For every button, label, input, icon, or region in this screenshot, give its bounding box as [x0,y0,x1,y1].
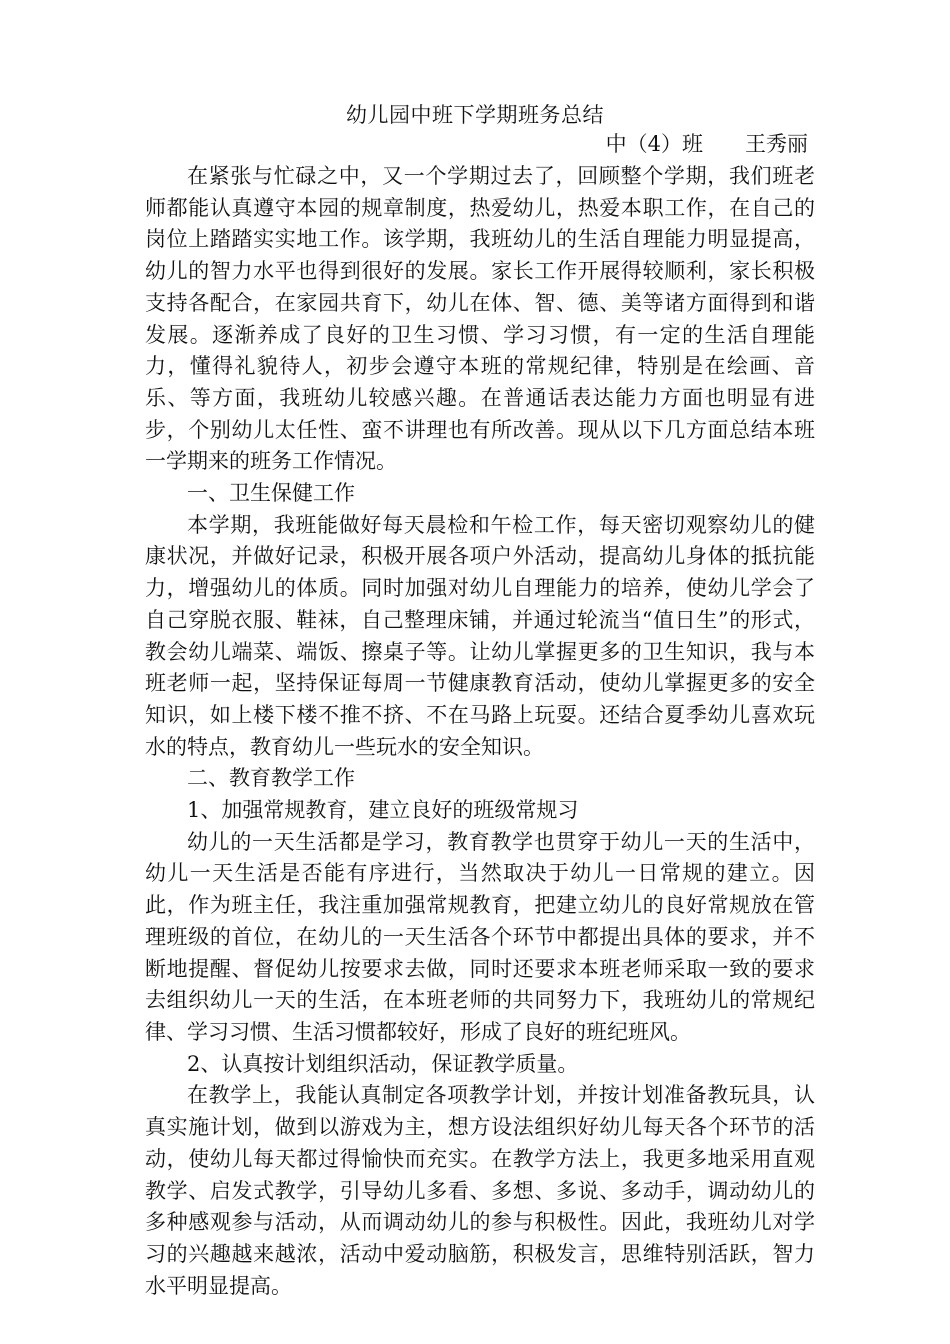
planning-paragraph: 在教学上，我能认真制定各项教学计划，并按计划准备教玩具，认真实施计划，做到以游戏为主，想方设法组织好幼儿每天各个环节的活动，使幼儿每天都过得愉快而充实。在教学方法上，我更多地采用直观教学、启发式教学，引导幼儿多看、多想、多说、多动手，调动幼儿的多种感观参与活动，从而调动幼儿的参与积极性。因此，我班幼儿对学习的兴趣越来越浓，活动中爱动脑筋，积极发言，思维特别活跃，智力水平明显提高。 [145,1083,815,1298]
intro-paragraph: 在紧张与忙碌之中，又一个学期过去了，回顾整个学期，我们班老师都能认真遵守本园的规章制度，热爱幼儿，热爱本职工作，在自己的岗位上踏踏实实地工作。该学期，我班幼儿的生活自理能力明显提高，幼儿的智力水平也得到很好的发展。家长工作开展得较顺利，家长积极支持各配合，在家园共育下，幼儿在体、智、德、美等诸方面得到和谐发展。逐渐养成了良好的卫生习惯、学习习惯，有一定的生活自理能力，懂得礼貌待人，初步会遵守本班的常规纪律，特别是在绘画、音乐、等方面，我班幼儿较感兴趣。在普通话表达能力方面也明显有进步，个别幼儿太任性、蛮不讲理也有所改善。现从以下几方面总结本班一学期来的班务工作情况。 [145,164,815,474]
section-heading-teaching: 二、教育教学工作 [187,766,355,791]
section-heading-hygiene: 一、卫生保健工作 [187,481,355,506]
routine-paragraph: 幼儿的一天生活都是学习，教育教学也贯穿于幼儿一天的生活中，幼儿一天生活是否能有序进行，当然取决于幼儿一日常规的建立。因此，作为班主任，我注重加强常规教育，把建立幼儿的良好常规放在管理班级的首位，在幼儿的一天生活各个环节中都提出具体的要求，并不断地提醒、督促幼儿按要求去做，同时还要求本班老师采取一致的要求去组织幼儿一天的生活，在本班老师的共同努力下，我班幼儿的常规纪律、学习习惯、生活习惯都较好，形成了良好的班纪班风。 [145,829,815,1044]
document-body [145,161,815,1302]
hygiene-paragraph: 本学期，我班能做好每天晨检和午检工作，每天密切观察幼儿的健康状况，并做好记录，积极开展各项户外活动，提高幼儿身体的抵抗能力，增强幼儿的体质。同时加强对幼儿自理能力的培养，使幼儿学会了自己穿脱衣服、鞋袜，自己整理床铺，并通过轮流当“值日生”的形式，教会幼儿端菜、端饭、擦桌子等。让幼儿掌握更多的卫生知识，我与本班老师一起，坚持保证每周一节健康教育活动，使幼儿掌握更多的安全知识，如上楼下楼不推不挤、不在马路上玩耍。还结合夏季幼儿喜欢玩水的特点，教育幼儿一些玩水的安全知识。 [145,512,815,759]
author-byline: 中（4）班 王秀丽 [605,132,808,156]
subsection-heading-routine: 1、加强常规教育，建立良好的班级常规习 [187,798,579,823]
document-title: 幼儿园中班下学期班务总结 [346,103,604,127]
subsection-heading-planning: 2、认真按计划组织活动，保证教学质量。 [187,1051,579,1076]
